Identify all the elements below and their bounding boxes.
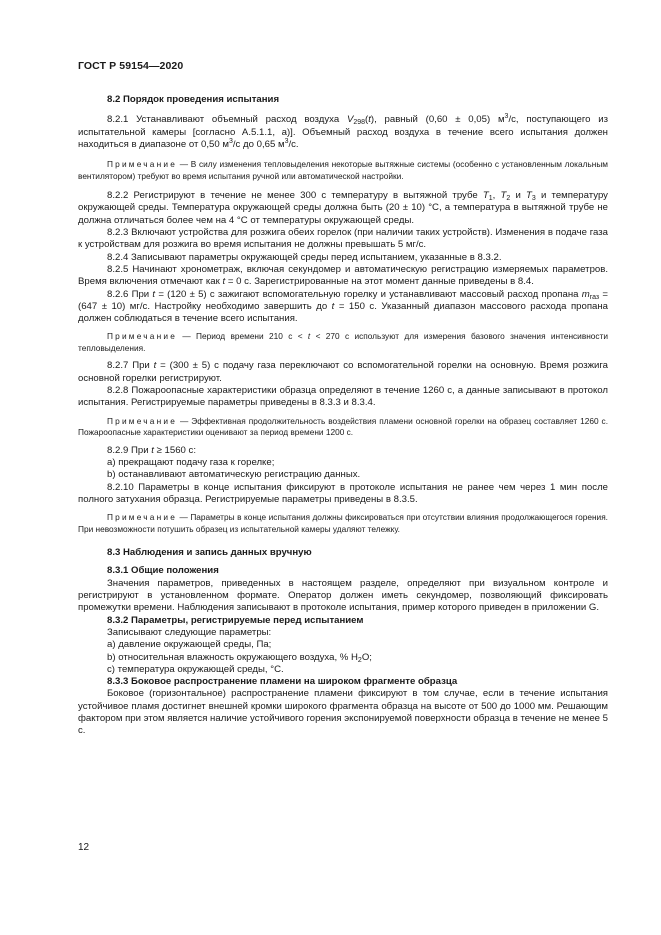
paragraph-8-2-7: 8.2.7 При t = (300 ± 5) с подачу газа переключают со вспомогательной горелки на основную. Время розжига основной горелки регистрируют.	[78, 360, 608, 384]
note-1: Примечание — В силу изменения тепловыделения некоторые вытяжные системы (особенно с установленным локальным вентилятором) требуют во время испытания ручной или автоматической настройки.	[78, 159, 608, 181]
list-item-8-2-9-b: b) останавливают автоматическую регистрацию данных.	[107, 469, 361, 481]
paragraph-8-3-1: Значения параметров, приведенных в настоящем разделе, определяют при визуальном контроле и регистрируют в установленном формате. Оператор должен иметь секундомер, позволяющий фиксировать промежутки времени. Наблюдения записывают в протоколе испытания, пример которого приведен в приложении G.	[78, 577, 608, 614]
paragraph-8-2-4: 8.2.4 Записывают параметры окружающей среды перед испытанием, указанные в 8.3.2.	[107, 251, 502, 263]
list-item-8-3-2-b: b) относительная влажность окружающего воздуха, % $H_2O$;	[107, 651, 372, 664]
paragraph-8-3-2-intro: Записывают следующие параметры:	[107, 626, 272, 638]
list-item-8-3-2-c: c) температура окружающей среды, °С.	[107, 663, 284, 675]
list-item-8-3-2-a: а) давление окружающей среды, Па;	[107, 639, 272, 651]
note-2: Примечание — Период времени 210 с < t < 270 с используют для измерения базового значения интенсивности тепловыделения.	[78, 331, 609, 353]
paragraph-8-2-1: 8.2.1 Устанавливают объемный расход воздуха $V_{298}(t)$, равный (0,60 ± 0,05) $м^3/с$, поступающего из испытательной камеры [согласно А.5.1.1, а)]. Объемный расход воздуха в течение всего испытания должен находиться в диапазоне от 0,50 $м^3/с$ до 0,65 $м^3/с$.	[78, 113, 608, 150]
subsection-heading-8-3-3: 8.3.3 Боковое распространение пламени на широком фрагменте образца	[107, 676, 458, 688]
subsection-heading-8-3-2: 8.3.2 Параметры, регистрируемые перед испытанием	[107, 614, 364, 626]
document-body	[78, 94, 608, 738]
paragraph-8-2-6: 8.2.6 При t = (120 ± 5) с зажигают вспомогательную горелку и устанавливают массовый расход пропана $m_{газ} = (647 \pm 10)$ мг/с. Настройку необходимо завершить до t = 150 с. Указанный диапазон массового расхода пропана должен соблюдаться в течение всего испытания.	[78, 288, 608, 325]
paragraph-8-2-3: 8.2.3 Включают устройства для розжига обеих горелок (при наличии таких устройств). Изменения в подаче газа к устройствам для розжига во время испытания не должны превышать 5 мг/с.	[78, 227, 608, 251]
paragraph-8-3-3: Боковое (горизонтальное) распространение пламени фиксируют в том случае, если в течение испытания устойчивое пламя достигнет внешней кромки широкого фрагмента образца на высоте от 500 до 1000 мм. Решающим фактором при этом является наличие устойчивого горения экспонируемой поверхности образца в течение не менее 5 с.	[78, 688, 608, 737]
paragraph-8-2-8: 8.2.8 Пожароопасные характеристики образца определяют в течение 1260 с, а данные записывают в протокол испытания. Регистрируемые параметры приведены в 8.3.3 и 8.3.4.	[78, 385, 608, 409]
page-number: 12	[78, 842, 90, 853]
section-heading-8-3: 8.3 Наблюдения и запись данных вручную	[107, 547, 312, 559]
document-header: ГОСТ Р 59154—2020	[78, 60, 184, 72]
subsection-heading-8-3-1: 8.3.1 Общие положения	[107, 565, 219, 577]
paragraph-8-2-9: 8.2.9 При t ≥ 1560 с:	[107, 444, 197, 456]
note-4: Примечание — Параметры в конце испытания должны фиксироваться при отсутствии влияния продолжающегося горения. При невозможности потушить образец из испытательной камеры удаляют тележку.	[78, 512, 608, 534]
paragraph-8-2-10: 8.2.10 Параметры в конце испытания фиксируют в протоколе испытания не ранее чем через 1 мин после полного затухания образца. Регистрируемые параметры приведены в 8.3.5.	[78, 481, 608, 505]
paragraph-8-2-5: 8.2.5 Начинают хронометраж, включая секундомер и автоматическую регистрацию измеряемых параметров. Время включения отмечают как t = 0 с. Зарегистрированные на этот момент данные приведены в 8.4.	[78, 263, 608, 288]
paragraph-8-2-2: 8.2.2 Регистрируют в течение не менее 300 с температуру в вытяжной трубе $T_1$, $T_2$ и $T_3$ и температуру окружающей среды. Температура окружающей среды должна быть (20 ± 10) °С, а температура в вытяжной трубе не должна отличаться более чем на 4 °С от температуры окружающей среды.	[78, 190, 608, 226]
list-item-8-2-9-a: а) прекращают подачу газа к горелке;	[107, 456, 275, 468]
note-3: Примечание — Эффективная продолжительность воздействия пламени основной горелки на образец составляет 1260 с. Пожароопасные характеристики оценивают за период времени 1200 с.	[78, 415, 608, 438]
section-heading-8-2: 8.2 Порядок проведения испытания	[107, 94, 280, 105]
